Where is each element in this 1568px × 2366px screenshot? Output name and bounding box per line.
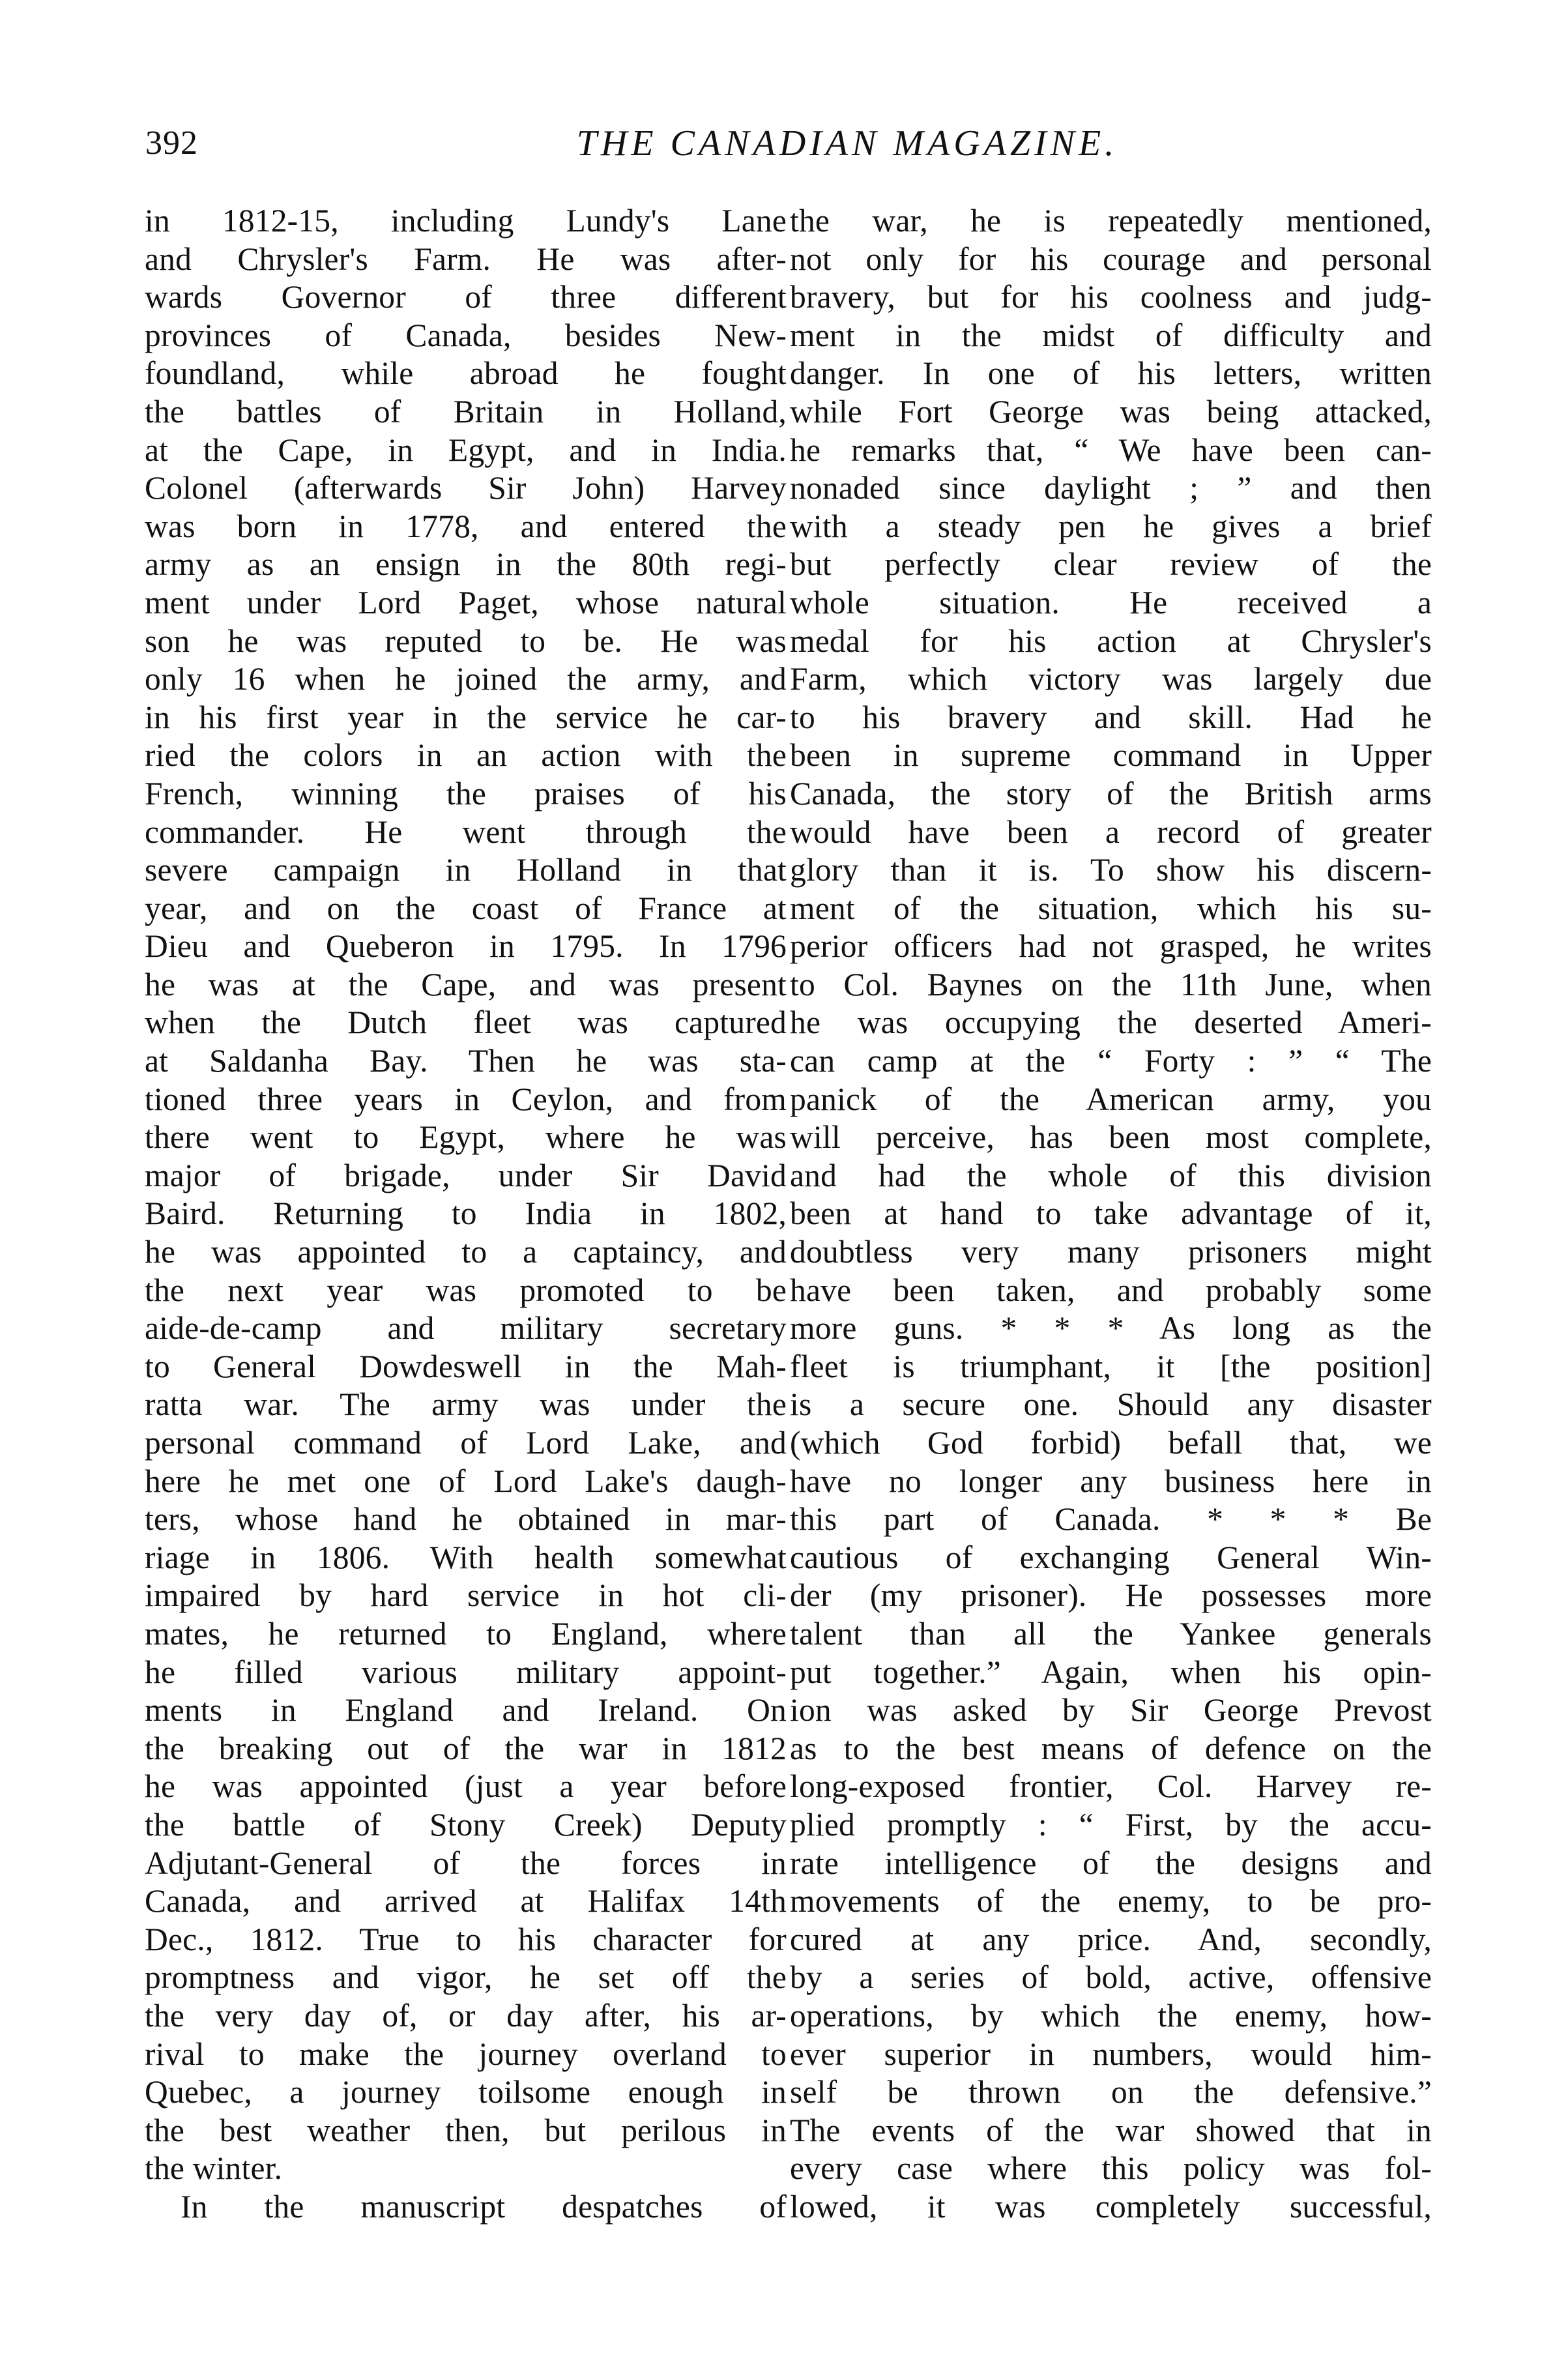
- text-line: the breaking out of the war in 1812: [145, 1730, 787, 1766]
- left-column: [145, 202, 787, 2226]
- text-line: panick of the American army, you: [790, 1081, 1432, 1117]
- text-line: fleet is triumphant, it [the position]: [790, 1348, 1432, 1384]
- text-line: plied promptly : “ First, by the accu-: [790, 1806, 1432, 1843]
- text-line: ment of the situation, which his su-: [790, 890, 1432, 926]
- text-line: he was occupying the deserted Ameri-: [790, 1004, 1432, 1041]
- text-line: ments in England and Ireland. On: [145, 1692, 787, 1729]
- text-line: Canada, and arrived at Halifax 14th: [145, 1883, 787, 1920]
- text-line: with a steady pen he gives a brief: [790, 508, 1432, 544]
- text-line: this part of Canada. * * * Be: [790, 1501, 1432, 1538]
- text-line: Adjutant-General of the forces in: [145, 1845, 787, 1881]
- text-line: have no longer any business here in: [790, 1463, 1432, 1499]
- running-title: THE CANADIAN MAGAZINE.: [576, 123, 1118, 164]
- text-line: ment in the midst of difficulty and: [790, 317, 1432, 353]
- text-line: he was appointed to a captaincy, and: [145, 1234, 787, 1270]
- text-line: danger. In one of his letters, written: [790, 355, 1432, 392]
- text-line: been in supreme command in Upper: [790, 737, 1432, 774]
- text-line: wards Governor of three different: [145, 279, 787, 315]
- text-line: movements of the enemy, to be pro-: [790, 1883, 1432, 1920]
- text-line: the best weather then, but perilous in: [145, 2112, 787, 2148]
- text-line: Dieu and Queberon in 1795. In 1796: [145, 928, 787, 965]
- text-line: doubtless very many prisoners might: [790, 1234, 1432, 1270]
- text-line: personal command of Lord Lake, and: [145, 1425, 787, 1461]
- text-line: and had the whole of this division: [790, 1157, 1432, 1193]
- text-line: put together.” Again, when his opin-: [790, 1654, 1432, 1690]
- text-line: more guns. * * * As long as the: [790, 1310, 1432, 1347]
- text-line: foundland, while abroad he fought: [145, 355, 787, 392]
- text-line: talent than all the Yankee generals: [790, 1615, 1432, 1652]
- text-line: as to the best means of defence on the: [790, 1730, 1432, 1766]
- text-line: year, and on the coast of France at: [145, 890, 787, 926]
- text-line: cautious of exchanging General Win-: [790, 1539, 1432, 1575]
- text-line: mates, he returned to England, where: [145, 1615, 787, 1652]
- text-line: major of brigade, under Sir David: [145, 1157, 787, 1193]
- text-line: The events of the war showed that in: [790, 2112, 1432, 2148]
- text-line: he was at the Cape, and was present: [145, 966, 787, 1002]
- text-line: the very day of, or day after, his ar-: [145, 1997, 787, 2034]
- text-line: commander. He went through the: [145, 813, 787, 850]
- text-line: lowed, it was completely successful,: [790, 2188, 1432, 2225]
- text-line: the battles of Britain in Holland,: [145, 393, 787, 430]
- text-line: severe campaign in Holland in that: [145, 852, 787, 888]
- text-line: to his bravery and skill. Had he: [790, 699, 1432, 735]
- text-line: Dec., 1812. True to his character for: [145, 1921, 787, 1957]
- text-line: rival to make the journey overland to: [145, 2036, 787, 2072]
- text-line: aide-de-camp and military secretary: [145, 1310, 787, 1347]
- text-line: while Fort George was being attacked,: [790, 393, 1432, 430]
- text-line: he remarks that, “ We have been can-: [790, 431, 1432, 468]
- text-line: bravery, but for his coolness and judg-: [790, 279, 1432, 315]
- text-line: Quebec, a journey toilsome enough in: [145, 2074, 787, 2110]
- text-line: cured at any price. And, secondly,: [790, 1921, 1432, 1957]
- text-line: the winter.: [145, 2150, 283, 2187]
- text-line: Colonel (afterwards Sir John) Harvey: [145, 470, 787, 506]
- text-line: and Chrysler's Farm. He was after-: [145, 241, 787, 277]
- text-line: riage in 1806. With health somewhat: [145, 1539, 787, 1575]
- text-line: provinces of Canada, besides New-: [145, 317, 787, 353]
- text-line: in his first year in the service he car-: [145, 699, 787, 735]
- text-line: at the Cape, in Egypt, and in India.: [145, 431, 787, 468]
- text-line: Farm, which victory was largely due: [790, 661, 1432, 697]
- text-line: ratta war. The army was under the: [145, 1386, 787, 1423]
- text-line: the battle of Stony Creek) Deputy: [145, 1806, 787, 1843]
- text-line: to Col. Baynes on the 11th June, when: [790, 966, 1432, 1002]
- text-line: impaired by hard service in hot cli-: [145, 1577, 787, 1614]
- text-line: is a secure one. Should any disaster: [790, 1386, 1432, 1423]
- text-line: (which God forbid) befall that, we: [790, 1425, 1432, 1461]
- text-line: ion was asked by Sir George Prevost: [790, 1692, 1432, 1729]
- text-line: in 1812-15, including Lundy's Lane: [145, 203, 787, 239]
- text-line: glory than it is. To show his discern-: [790, 852, 1432, 888]
- text-line: he filled various military appoint-: [145, 1654, 787, 1690]
- text-line: the war, he is repeatedly mentioned,: [790, 203, 1432, 239]
- text-line: In the manuscript despatches of: [181, 2188, 787, 2225]
- text-line: whole situation. He received a: [790, 584, 1432, 621]
- text-line: was born in 1778, and entered the: [145, 508, 787, 544]
- text-line: Baird. Returning to India in 1802,: [145, 1195, 787, 1232]
- text-line: only 16 when he joined the army, and: [145, 661, 787, 697]
- text-line: here he met one of Lord Lake's daugh-: [145, 1463, 787, 1499]
- text-line: promptness and vigor, he set off the: [145, 1959, 787, 1996]
- text-line: would have been a record of greater: [790, 813, 1432, 850]
- text-line: been at hand to take advantage of it,: [790, 1195, 1432, 1232]
- text-line: perior officers had not grasped, he writes: [790, 928, 1432, 965]
- page-number: 392: [145, 124, 198, 162]
- text-line: tioned three years in Ceylon, and from: [145, 1081, 787, 1117]
- text-line: long-exposed frontier, Col. Harvey re-: [790, 1768, 1432, 1805]
- text-line: will perceive, has been most complete,: [790, 1119, 1432, 1156]
- text-line: can camp at the “ Forty : ” “ The: [790, 1043, 1432, 1079]
- text-line: but perfectly clear review of the: [790, 546, 1432, 583]
- text-line: der (my prisoner). He possesses more: [790, 1577, 1432, 1614]
- text-line: ever superior in numbers, would him-: [790, 2036, 1432, 2072]
- text-line: self be thrown on the defensive.”: [790, 2074, 1432, 2110]
- text-line: ment under Lord Paget, whose natural: [145, 584, 787, 621]
- text-line: ried the colors in an action with the: [145, 737, 787, 774]
- text-line: not only for his courage and personal: [790, 241, 1432, 277]
- text-line: he was appointed (just a year before: [145, 1768, 787, 1805]
- text-line: medal for his action at Chrysler's: [790, 622, 1432, 659]
- text-line: army as an ensign in the 80th regi-: [145, 546, 787, 583]
- text-line: nonaded since daylight ; ” and then: [790, 470, 1432, 506]
- right-column: [790, 202, 1432, 2226]
- text-line: the next year was promoted to be: [145, 1272, 787, 1308]
- text-line: ters, whose hand he obtained in mar-: [145, 1501, 787, 1538]
- text-line: operations, by which the enemy, how-: [790, 1997, 1432, 2034]
- text-line: when the Dutch fleet was captured: [145, 1004, 787, 1041]
- text-line: son he was reputed to be. He was: [145, 622, 787, 659]
- text-line: Canada, the story of the British arms: [790, 775, 1432, 811]
- text-line: French, winning the praises of his: [145, 775, 787, 811]
- text-line: every case where this policy was fol-: [790, 2150, 1432, 2187]
- text-line: at Saldanha Bay. Then he was sta-: [145, 1043, 787, 1079]
- text-line: rate intelligence of the designs and: [790, 1845, 1432, 1881]
- text-line: by a series of bold, active, offensive: [790, 1959, 1432, 1996]
- text-line: there went to Egypt, where he was: [145, 1119, 787, 1156]
- text-line: to General Dowdeswell in the Mah-: [145, 1348, 787, 1384]
- text-line: have been taken, and probably some: [790, 1272, 1432, 1308]
